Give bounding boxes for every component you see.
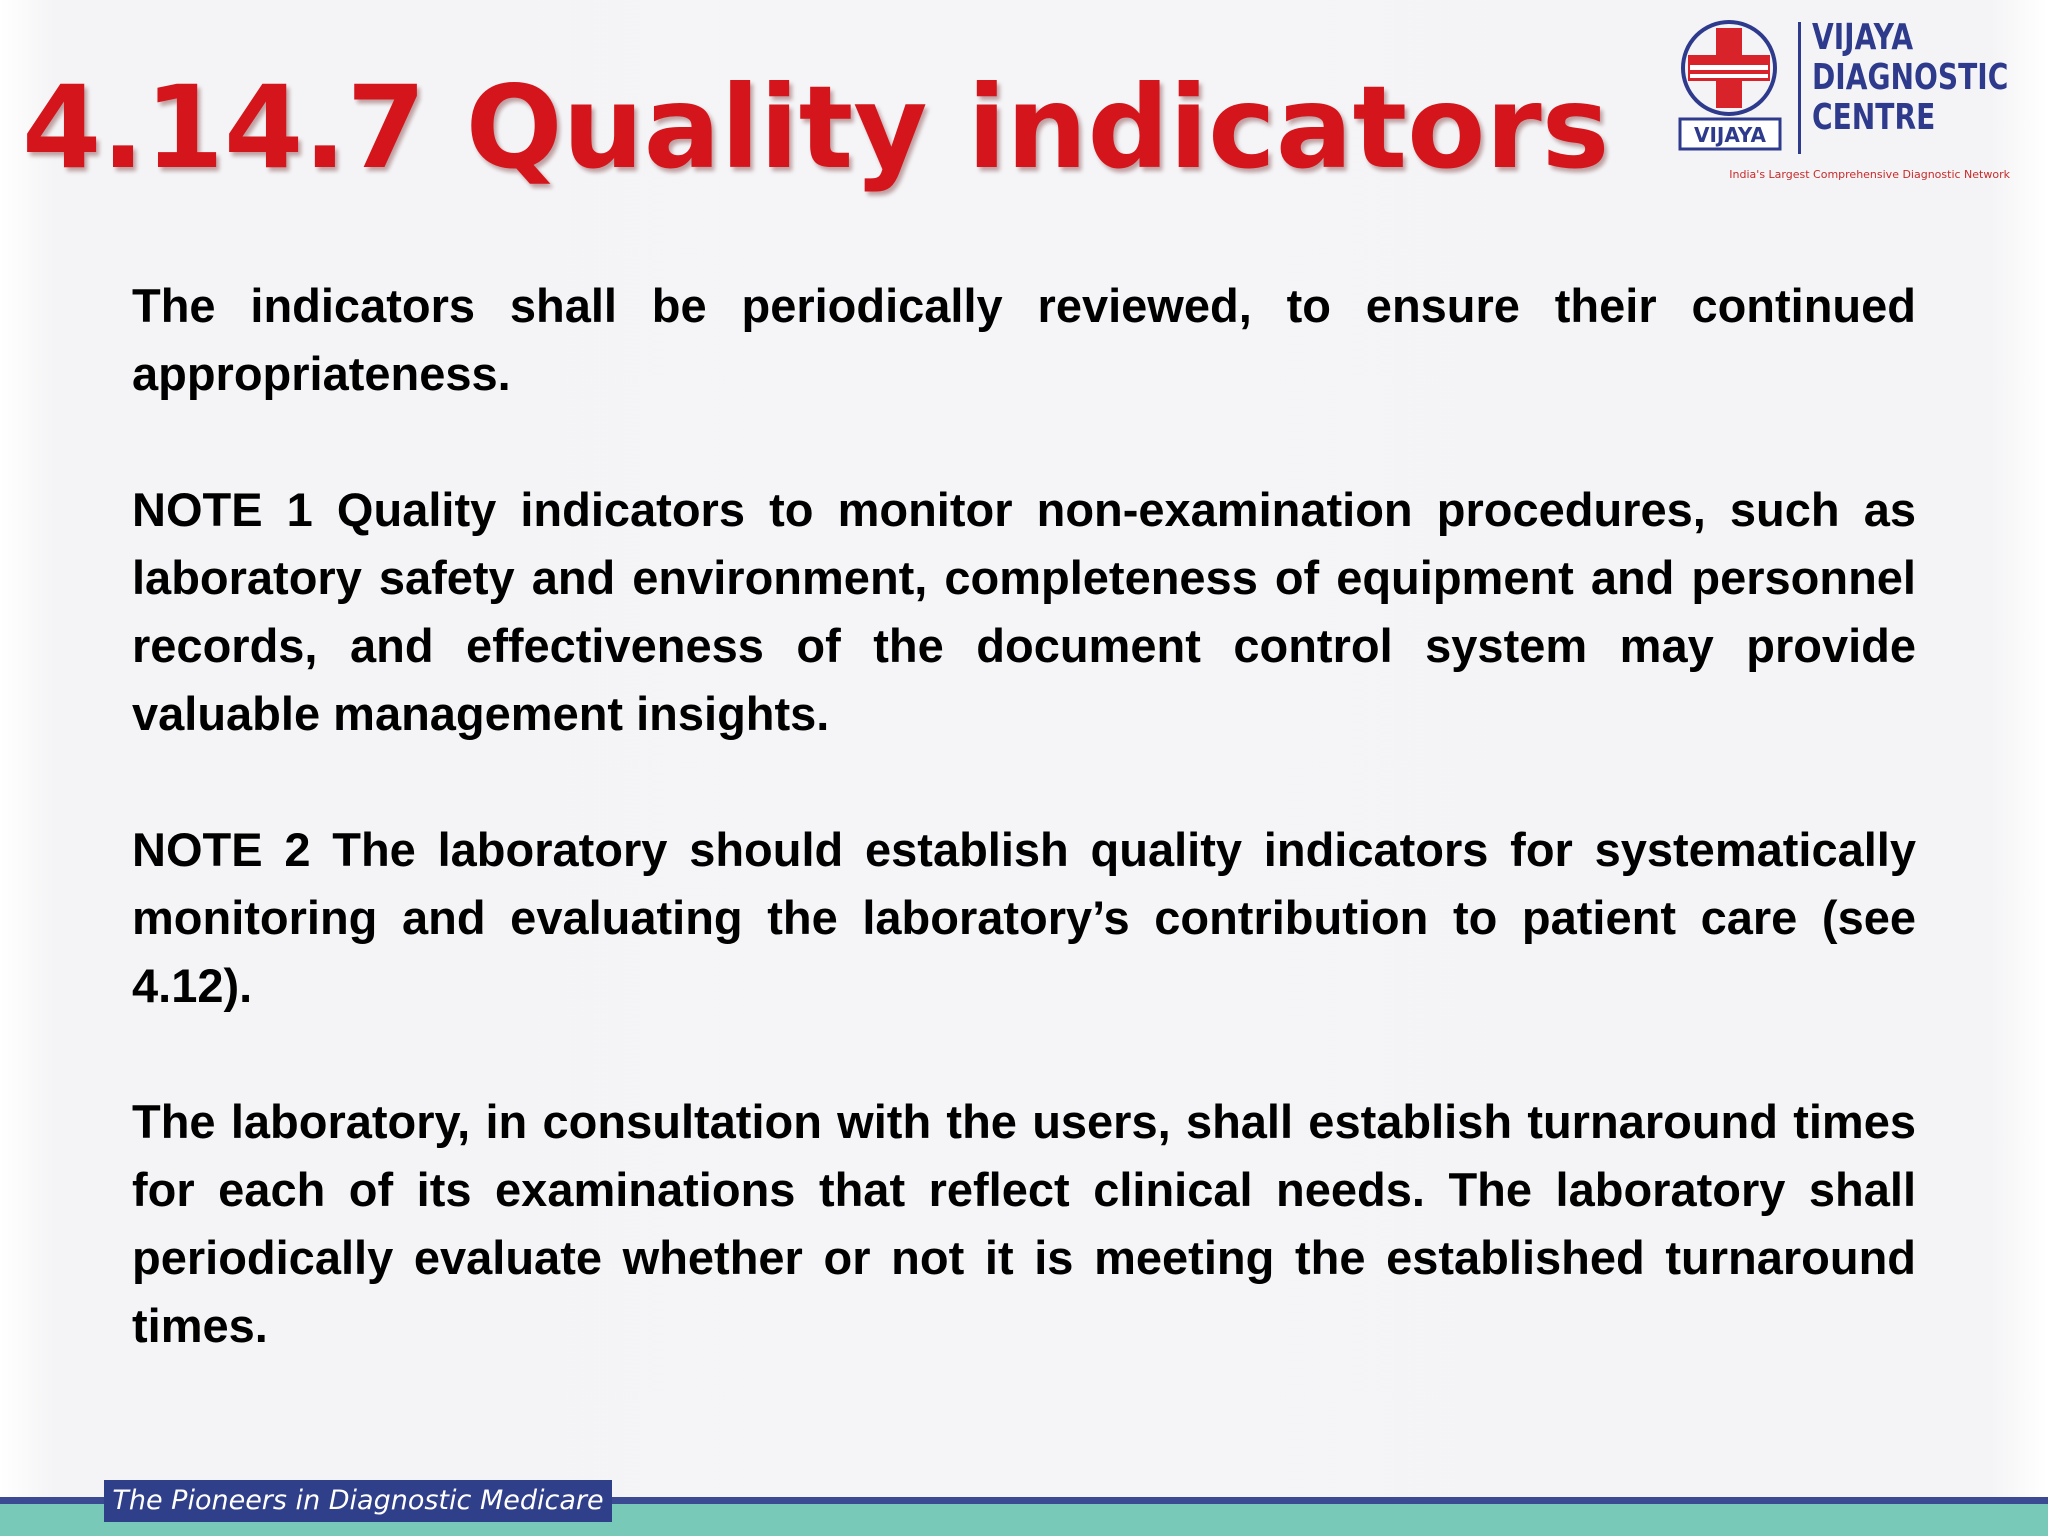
logo-badge-text: VIJAYA	[1694, 123, 1766, 147]
paragraph-turnaround: The laboratory, in consultation with the users, shall establish turnaround times for each of its examinations that reflect clinical needs. The laboratory shall periodically evaluate whether or not it is meeting the established turnaround times.	[132, 1095, 1916, 1352]
logo-name-line1: VIJAYA	[1812, 17, 1914, 58]
logo-name-line2: DIAGNOSTIC	[1812, 57, 2009, 98]
vijaya-cross-icon	[1676, 16, 1786, 156]
slide-body	[132, 272, 1916, 1428]
paragraph-note-1: NOTE 1 Quality indicators to monitor non-examination procedures, such as laboratory safety and environment, completeness of equipment and personnel records, and effectiveness of the document control system may provide valuable management insights.	[132, 483, 1916, 740]
footer-slogan: The Pioneers in Diagnostic Medicare	[104, 1480, 612, 1522]
paragraph-note-2: NOTE 2 The laboratory should establish quality indicators for systematically monitoring and evaluating the laboratory’s contribution to patient care (see 4.12).	[132, 823, 1916, 1012]
logo-divider	[1798, 22, 1801, 154]
logo-company-name	[1812, 18, 2008, 138]
logo-tagline: India's Largest Comprehensive Diagnostic Network	[1729, 168, 2010, 181]
company-logo	[1670, 16, 2010, 181]
slide-title: 4.14.7 Quality indicators	[22, 61, 1610, 194]
logo-name-line3: CENTRE	[1812, 97, 1936, 138]
paragraph-review: The indicators shall be periodically reviewed, to ensure their continued appropriateness.	[132, 279, 1916, 400]
